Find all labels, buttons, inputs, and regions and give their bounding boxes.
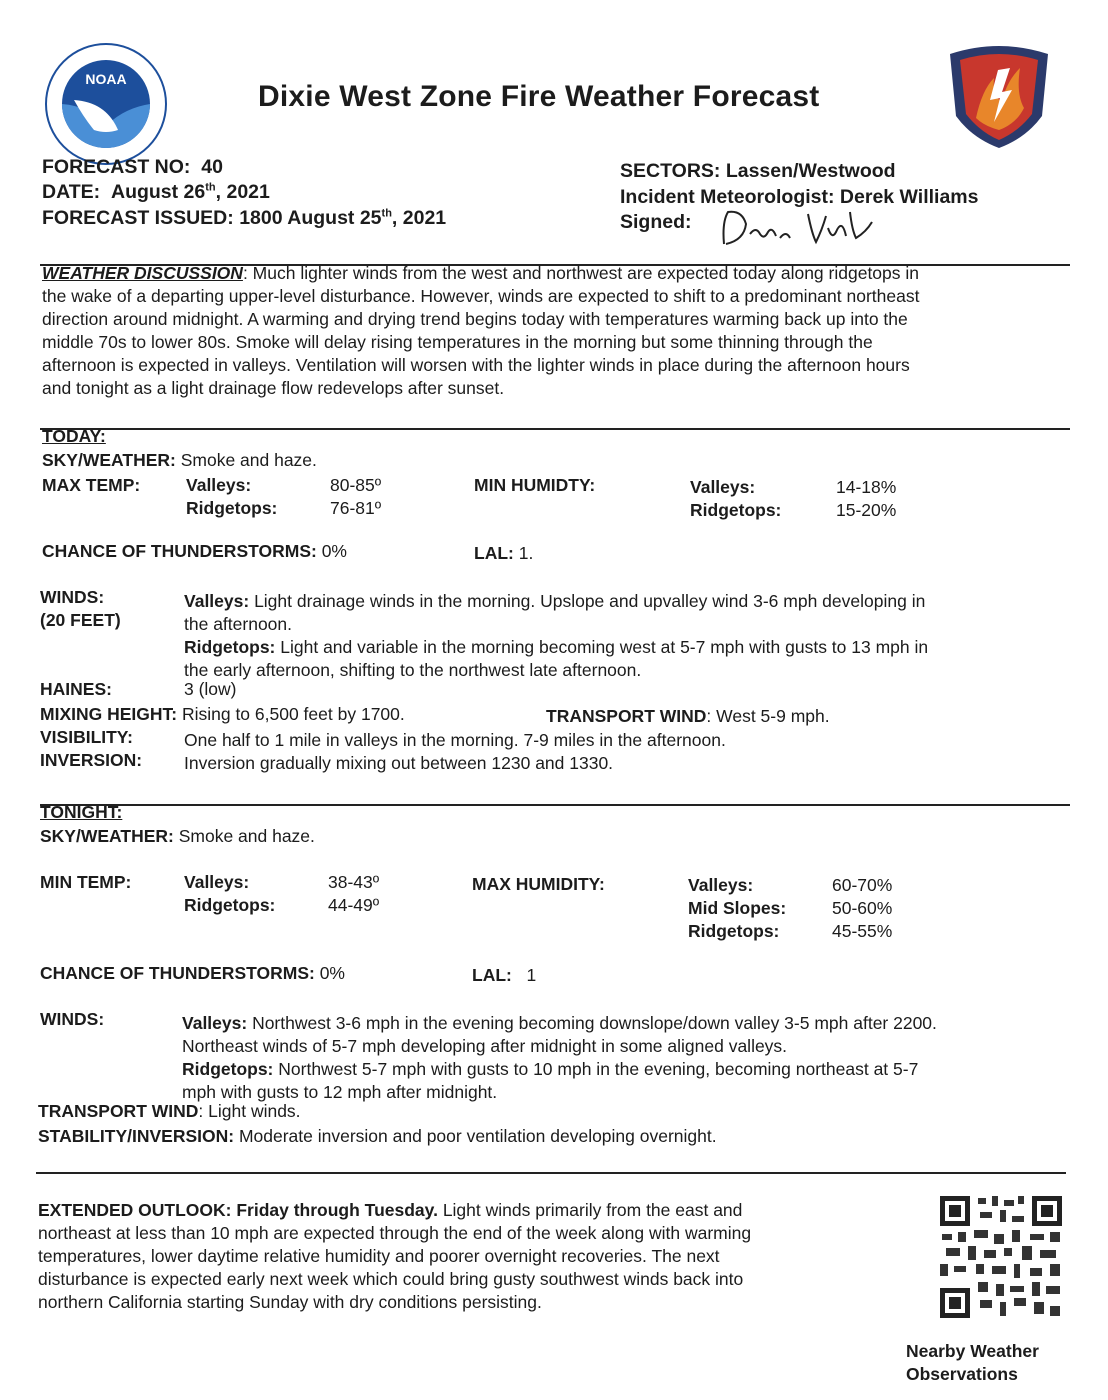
lal-label: LAL: <box>474 543 514 563</box>
issued-year: , 2021 <box>391 207 447 229</box>
haines-value: 3 (low) <box>184 679 237 699</box>
max-humidity-midslopes-label: Mid Slopes: <box>688 898 787 918</box>
issued-value: 1800 August 25 <box>239 207 382 229</box>
min-temp-valleys-value: 38-43º <box>328 872 380 892</box>
divider-today <box>40 428 1070 430</box>
discussion-line: : Much lighter winds from the west and northwest are expected today along ridgetops in <box>242 263 920 283</box>
signature <box>716 204 876 254</box>
winds-valleys-label: Valleys: <box>182 1013 248 1033</box>
discussion-label: WEATHER DISCUSSION <box>42 263 243 283</box>
max-temp-ridgetops-value: 76-81º <box>330 498 382 518</box>
winds-valleys-label: Valleys: <box>184 591 250 611</box>
mixing-value: Rising to 6,500 feet by 1700. <box>177 704 405 724</box>
stability-inversion <box>38 1125 717 1148</box>
discussion-line: and tonight as a light drainage flow redevelops after sunset. <box>42 378 505 398</box>
signed-label: Signed: <box>620 211 692 233</box>
transport-label: TRANSPORT WIND <box>38 1101 199 1121</box>
min-humidity-valleys-label: Valleys: <box>690 477 756 497</box>
min-temp-ridgetops-value: 44-49º <box>328 895 380 915</box>
visibility-value: One half to 1 mile in valleys in the morning. 7-9 miles in the afternoon. <box>184 730 726 750</box>
min-humidity-valleys-value: 14-18% <box>836 477 897 497</box>
winds-ridgetops-label: Ridgetops: <box>184 637 276 657</box>
today-heading: TODAY: <box>42 426 106 446</box>
sectors-line <box>620 158 896 184</box>
document-title: Dixie West Zone Fire Weather Forecast <box>258 80 820 113</box>
today-thunderstorms <box>42 540 347 563</box>
sky-label: SKY/WEATHER: <box>40 826 174 846</box>
tonight-heading: TONIGHT: <box>40 802 123 822</box>
winds-ridgetops-text: the early afternoon, shifting to the northwest late afternoon. <box>184 660 642 680</box>
svg-text:NOAA: NOAA <box>85 71 127 87</box>
winds-valleys-text: Northeast winds of 5-7 mph developing after midnight in some aligned valleys. <box>182 1036 788 1056</box>
forecast-number-label: FORECAST NO: <box>42 156 191 178</box>
sky-value: Smoke and haze. <box>173 826 315 846</box>
weather-discussion <box>42 262 1072 400</box>
min-temp-ridgetops-label: Ridgetops: <box>184 895 276 915</box>
max-humidity-valleys-value: 60-70% <box>832 875 893 895</box>
min-temp-label: MIN TEMP: <box>40 872 132 892</box>
winds-ridgetops-text: Light and variable in the morning becoming west at 5-7 mph with gusts to 13 mph in <box>275 637 929 657</box>
thunder-label: CHANCE OF THUNDERSTORMS: <box>40 963 315 983</box>
qr-caption-line: Observations <box>906 1364 1018 1384</box>
issued-label: FORECAST ISSUED: <box>42 207 234 229</box>
max-humidity-ridgetops-value: 45-55% <box>832 921 893 941</box>
tonight-lal <box>472 964 536 987</box>
thunder-value: 0% <box>321 541 347 561</box>
tonight-sky <box>40 825 315 848</box>
min-temp-valleys-label: Valleys: <box>184 872 250 892</box>
mixing-height <box>40 703 405 726</box>
today-winds-detail <box>184 590 1064 682</box>
date-label: DATE: <box>42 181 101 203</box>
extended-text: northern California starting Sunday with dry conditions persisting. <box>38 1292 542 1312</box>
extended-text: temperatures, lower daytime relative humidity and poorer overnight recoveries. The next <box>38 1246 720 1266</box>
min-humidity-label: MIN HUMIDTY: <box>474 475 596 495</box>
max-temp-label: MAX TEMP: <box>42 475 141 495</box>
discussion-line: direction around midnight. A warming and drying trend begins today with temperatures warming back up into the <box>42 309 908 329</box>
today-winds-sub: (20 FEET) <box>40 610 121 630</box>
thunder-label: CHANCE OF THUNDERSTORMS: <box>42 541 317 561</box>
sectors-value: Lassen/Westwood <box>725 160 896 182</box>
divider-tonight <box>40 804 1070 806</box>
max-temp-ridgetops-label: Ridgetops: <box>186 498 278 518</box>
sectors-label: SECTORS: <box>620 160 721 182</box>
max-temp-valleys-label: Valleys: <box>186 475 252 495</box>
thunder-value: 0% <box>319 963 345 983</box>
today-winds-label: WINDS: <box>40 587 105 607</box>
winds-valleys-text: Light drainage winds in the morning. Upslope and upvalley wind 3-6 mph developing in <box>249 591 926 611</box>
forecast-number-value: 40 <box>201 156 223 178</box>
transport-value: : West 5-9 mph. <box>706 706 830 726</box>
forecast-number-line <box>42 154 223 180</box>
lal-label: LAL: <box>472 965 512 985</box>
discussion-line: afternoon is expected in valleys. Ventilation will worsen with the lighter winds in place during the afternoon hours <box>42 355 910 375</box>
issued-line <box>42 205 446 231</box>
max-humidity-valleys-label: Valleys: <box>688 875 754 895</box>
inversion-value: Inversion gradually mixing out between 1230 and 1330. <box>184 753 614 773</box>
tonight-winds-label: WINDS: <box>40 1009 105 1029</box>
meteorologist-value: Derek Williams <box>839 186 979 208</box>
winds-ridgetops-text: mph with gusts to 12 mph after midnight. <box>182 1082 498 1102</box>
max-humidity-ridgetops-label: Ridgetops: <box>688 921 780 941</box>
discussion-line: middle 70s to lower 80s. Smoke will delay rising temperatures in the morning but some thinning through the <box>42 332 873 352</box>
transport-value: : Light winds. <box>198 1101 301 1121</box>
qr-code[interactable] <box>938 1194 1064 1320</box>
qr-caption <box>906 1340 1039 1386</box>
today-lal <box>474 542 533 565</box>
today-transport-wind <box>546 705 830 728</box>
transport-label: TRANSPORT WIND <box>546 706 707 726</box>
fire-weather-shield-logo <box>946 38 1052 150</box>
today-sky <box>42 449 317 472</box>
extended-text: disturbance is expected early next week which could bring gusty southwest winds back into <box>38 1269 744 1289</box>
discussion-line: the wake of a departing upper-level disturbance. However, winds are expected to shift to a predominant northeast <box>42 286 920 306</box>
visibility-label: VISIBILITY: <box>40 727 134 747</box>
mixing-label: MIXING HEIGHT: <box>40 704 178 724</box>
extended-label: EXTENDED OUTLOOK: <box>38 1200 232 1220</box>
noaa-logo <box>44 42 168 166</box>
winds-ridgetops-label: Ridgetops: <box>182 1059 274 1079</box>
lal-value: 1 <box>526 965 537 985</box>
qr-caption-line: Nearby Weather <box>906 1341 1039 1361</box>
min-humidity-ridgetops-value: 15-20% <box>836 500 897 520</box>
extended-period: Friday through Tuesday. <box>231 1200 438 1220</box>
sky-label: SKY/WEATHER: <box>42 450 176 470</box>
date-suffix: th <box>205 181 216 194</box>
issued-suffix: th <box>381 207 392 220</box>
winds-valleys-text: the afternoon. <box>184 614 292 634</box>
tonight-thunderstorms <box>40 962 345 985</box>
winds-valleys-text: Northwest 3-6 mph in the evening becoming downslope/down valley 3-5 mph after 2200. <box>247 1013 937 1033</box>
max-humidity-label: MAX HUMIDITY: <box>472 874 605 894</box>
date-year: , 2021 <box>215 181 270 203</box>
stability-value: Moderate inversion and poor ventilation developing overnight. <box>234 1126 717 1146</box>
inversion-label: INVERSION: <box>40 750 143 770</box>
date-value: August 26 <box>110 181 206 203</box>
date-line <box>42 179 270 205</box>
min-humidity-ridgetops-label: Ridgetops: <box>690 500 782 520</box>
max-humidity-midslopes-value: 50-60% <box>832 898 893 918</box>
max-temp-valleys-value: 80-85º <box>330 475 382 495</box>
stability-label: STABILITY/INVERSION: <box>38 1126 235 1146</box>
divider-extended <box>36 1172 1066 1174</box>
lal-value: 1. <box>518 543 534 563</box>
tonight-transport-wind <box>38 1100 301 1123</box>
winds-ridgetops-text: Northwest 5-7 mph with gusts to 10 mph in the evening, becoming northeast at 5-7 <box>273 1059 919 1079</box>
sky-value: Smoke and haze. <box>175 450 317 470</box>
haines-label: HAINES: <box>40 679 112 699</box>
meteorologist-label: Incident Meteorologist: <box>620 186 835 208</box>
extended-outlook <box>38 1199 898 1314</box>
extended-text: northeast at less than 10 mph are expected through the end of the week along with warming <box>38 1223 752 1243</box>
tonight-winds-detail <box>182 1012 1072 1104</box>
extended-text: Light winds primarily from the east and <box>437 1200 743 1220</box>
